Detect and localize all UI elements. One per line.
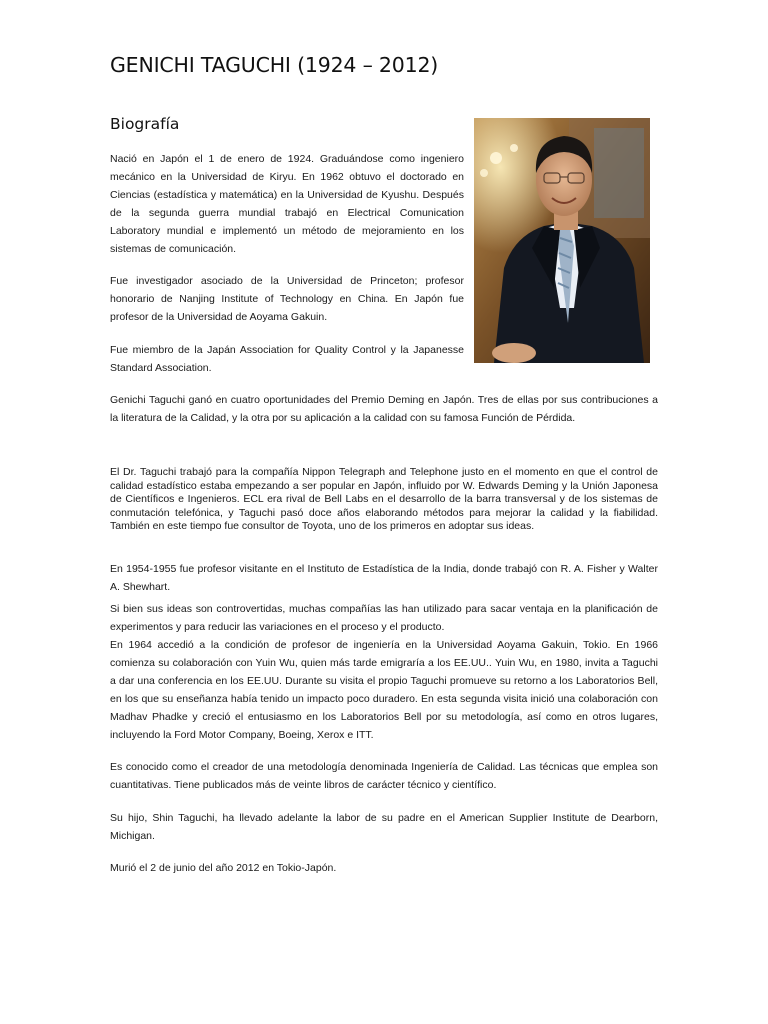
- paragraph: En 1954-1955 fue profesor visitante en el Instituto de Estadística de la India, donde trabajó con R. A. Fisher y Walter A. Shewhart.: [110, 563, 658, 593]
- paragraph: Fue investigador asociado de la Universidad de Princeton; profesor honorario de Nanjing Institute of Technology en China. En Japón fue profesor de la Universidad de Aoyama Gakuin.: [110, 275, 464, 323]
- paragraph: Su hijo, Shin Taguchi, ha llevado adelante la labor de su padre en el American Supplier Institute de Dearborn, Michigan.: [110, 812, 658, 842]
- section-heading: Biografía: [110, 115, 180, 133]
- paragraph: Nació en Japón el 1 de enero de 1924. Graduándose como ingeniero mecánico en la Universidad de Kiryu. En 1962 obtuvo el doctorado en Ciencias (estadística y matemática) en la Universidad de Kyushu. Después de la segunda guerra mundial trabajó en Electrical Comunication Laboratory mundial e implementó un método de mejoramiento en los sistemas de comunicación.: [110, 153, 464, 255]
- document-title: GENICHI TAGUCHI (1924 – 2012): [110, 53, 439, 77]
- paragraph: Si bien sus ideas son controvertidas, muchas compañías las han utilizado para sacar ventaja en la planificación de experimentos y para reducir las variaciones en el proceso y el producto.: [110, 603, 658, 633]
- paragraph: El Dr. Taguchi trabajó para la compañía Nippon Telegraph and Telephone justo en el momento en que el control de calidad estadístico estaba empezando a ser popular en Japón, influido por W. Edwards Deming y la Unión Japonesa de Científicos e Ingenieros. ECL era rival de Bell Labs en el desarrollo de la barra transversal y de los sistemas de conmutación telefónica, y Taguchi pasó doce años elaborando métodos para mejorar la calidad y la fiabilidad. También en este tiempo fue consultor de Toyota, uno de los primeros en adoptar sus ideas.: [110, 466, 658, 533]
- paragraph: En 1964 accedió a la condición de profesor de ingeniería en la Universidad Aoyama Gakuin, Tokio. En 1966 comienza su colaboración con Yuin Wu, quien más tarde emigraría a los EE.UU.. Yuin Wu, en 1980, invita a Taguchi a dar una conferencia en los EE.UU. Durante su visita el propio Taguchi promueve su retorno a los Laboratorios Bell, en los que su enseñanza había tenido un impacto poco duradero. En esta segunda visita inició una colaboración con Madhav Phadke y creció el entusiasmo en los Laboratorios Bell por su metodología, así como en otros lugares, incluyendo la Ford Motor Company, Boeing, Xerox e ITT.: [110, 639, 658, 741]
- paragraph: Murió el 2 de junio del año 2012 en Tokio-Japón.: [110, 862, 337, 874]
- paragraph: Genichi Taguchi ganó en cuatro oportunidades del Premio Deming en Japón. Tres de ellas por sus contribuciones a la literatura de la Calidad, y la otra por su aplicación a la calidad con su famosa Función de Pérdida.: [110, 394, 658, 424]
- portrait-photo: [474, 118, 650, 363]
- paragraph: Es conocido como el creador de una metodología denominada Ingeniería de Calidad. Las técnicas que emplea son cuantitativas. Tiene publicados más de veinte libros de carácter técnico y científico.: [110, 761, 658, 791]
- paragraph: Fue miembro de la Japán Association for Quality Control y la Japanesse Standard Association.: [110, 344, 464, 374]
